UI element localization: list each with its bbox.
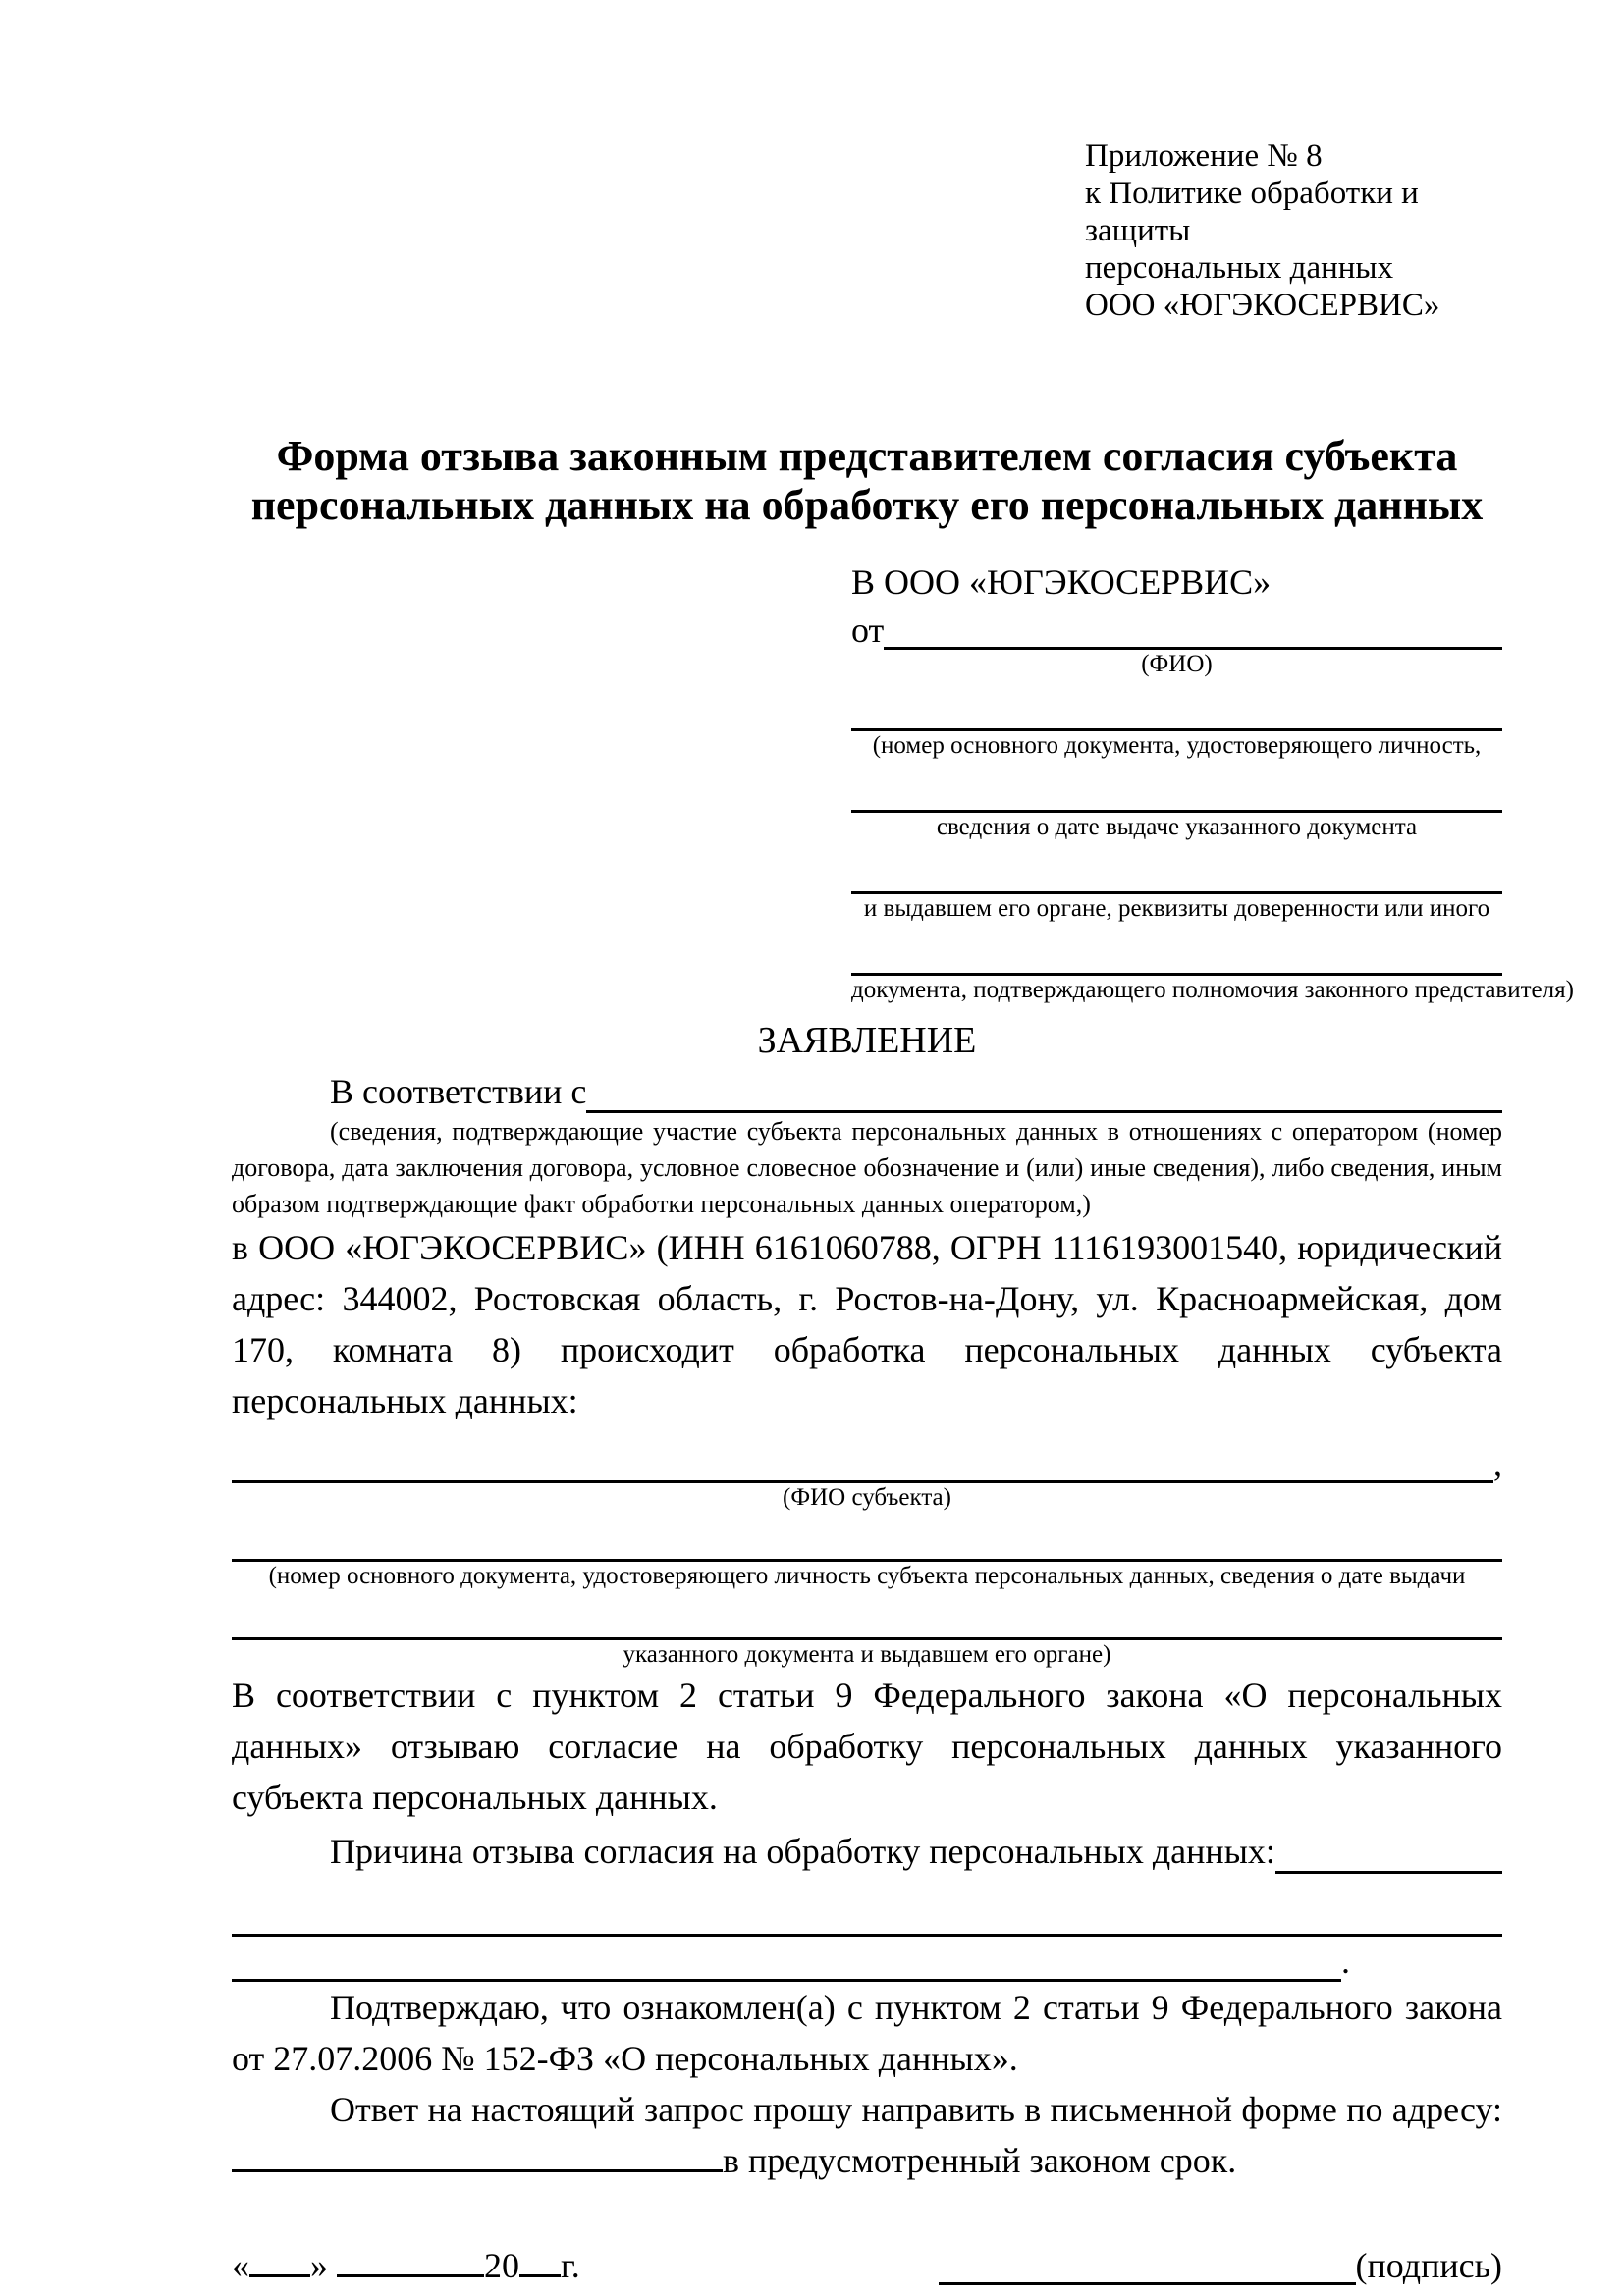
confirm-paragraph: Подтверждаю, что ознакомлен(а) с пунктом 2 статьи 9 Федерального закона от 27.07.2006 № 152-ФЗ «О персональных данных». xyxy=(232,1988,1502,2078)
reason-blank-line-2 xyxy=(232,1897,1502,1937)
subject-document-blank-line-2 xyxy=(232,1591,1502,1640)
issue-date-caption: сведения о дате выдаче указанного документа xyxy=(936,814,1418,840)
subject-fio-row xyxy=(232,1440,1502,1483)
statement-heading: ЗАЯВЛЕНИЕ xyxy=(757,1020,977,1061)
document-number-blank-line xyxy=(851,679,1502,731)
appendix-note-line: ООО «ЮГЭКОСЕРВИС» xyxy=(1085,288,1440,323)
issuing-authority-caption: и выдавшем его органе, реквизиты доверенности или иного xyxy=(863,895,1490,922)
issue-date-blank-line xyxy=(851,761,1502,813)
recipient-organization: В ООО «ЮГЭКОСЕРВИС» xyxy=(851,562,1272,602)
trailing-comma: , xyxy=(1493,1444,1502,1483)
document-title-line: Форма отзыва законным представителем согласия субъекта xyxy=(276,432,1458,480)
subject-fio-caption: (ФИО субъекта) xyxy=(783,1484,951,1511)
reply-prefix: Ответ на настоящий запрос прошу направить в письменной форме по адресу: xyxy=(330,2090,1502,2129)
footer-row xyxy=(232,2240,1502,2285)
appendix-note-line: Приложение № 8 xyxy=(1085,138,1323,174)
recipient-block xyxy=(851,560,1574,1005)
signature-caption: (подпись) xyxy=(1355,2246,1502,2285)
reason-blank-line xyxy=(1275,1871,1502,1874)
year-prefix: 20 xyxy=(484,2246,519,2285)
power-of-attorney-caption: документа, подтверждающего полномочия законного представителя) xyxy=(851,977,1574,1003)
withdraw-paragraph: В соответствии с пунктом 2 статьи 9 Федерального закона «О персональных данных» отзываю согласие на обработку персональных данных указанного субъекта персональных данных. xyxy=(232,1676,1502,1817)
from-row xyxy=(851,605,1502,650)
reason-prefix: Причина отзыва согласия на обработку персональных данных: xyxy=(330,1832,1275,1871)
signature-field xyxy=(939,2246,1502,2285)
year-suffix: г. xyxy=(561,2246,580,2285)
month-blank-line xyxy=(337,2248,484,2277)
intro-row xyxy=(232,1064,1502,1113)
document-title-line: персональных данных на обработку его персональных данных xyxy=(250,481,1484,529)
issuing-authority-blank-line xyxy=(851,842,1502,894)
intro-fine-print: (сведения, подтверждающие участие субъекта персональных данных в отношениях с оператором (номер договора, дата заключения договора, условное словесное обозначение и (или) иные сведения), либо сведения, иным образом подтверждающие факт обработки персональных данных оператором,) xyxy=(232,1117,1502,1218)
date-open-quote: « xyxy=(232,2246,249,2285)
appendix-note xyxy=(1085,137,1502,324)
day-blank-line xyxy=(249,2248,310,2277)
subject-document-caption-2: указанного документа и выдавшем его органе) xyxy=(623,1641,1111,1668)
date-field xyxy=(232,2246,580,2285)
date-close-quote: » xyxy=(310,2246,328,2285)
document-number-caption: (номер основного документа, удостоверяющего личность, xyxy=(872,732,1482,759)
document-title xyxy=(232,432,1502,530)
from-label: от xyxy=(851,611,885,650)
signature-blank-line xyxy=(939,2282,1356,2285)
reply-suffix: в предусмотренный законом срок. xyxy=(723,2141,1237,2180)
reply-paragraph xyxy=(232,2084,1502,2186)
reason-end-row xyxy=(232,1937,1502,1982)
reply-address-blank-line xyxy=(232,2143,723,2172)
appendix-note-line: к Политике обработки и защиты xyxy=(1085,176,1419,248)
reason-row xyxy=(232,1823,1502,1874)
appendix-note-line: персональных данных xyxy=(1085,250,1394,286)
operator-paragraph: в ООО «ЮГЭКОСЕРВИС» (ИНН 6161060788, ОГРН 1116193001540, юридический адрес: 344002, Ростовская область, г. Ростов-на-Дону, ул. Красноармейская, дом 170, комната 8) происходит обработка персональных данных субъекта персональных данных: xyxy=(232,1228,1502,1420)
power-of-attorney-blank-line xyxy=(851,924,1502,976)
fio-caption: (ФИО) xyxy=(1141,651,1213,677)
subject-document-caption-1: (номер основного документа, удостоверяющего личность субъекта персональных данных, сведения о дате выдачи xyxy=(268,1563,1466,1589)
trailing-period: . xyxy=(1341,1942,1350,1981)
subject-document-blank-line xyxy=(232,1513,1502,1562)
year-blank-line xyxy=(519,2248,561,2277)
intro-prefix: В соответствии с xyxy=(330,1072,587,1111)
